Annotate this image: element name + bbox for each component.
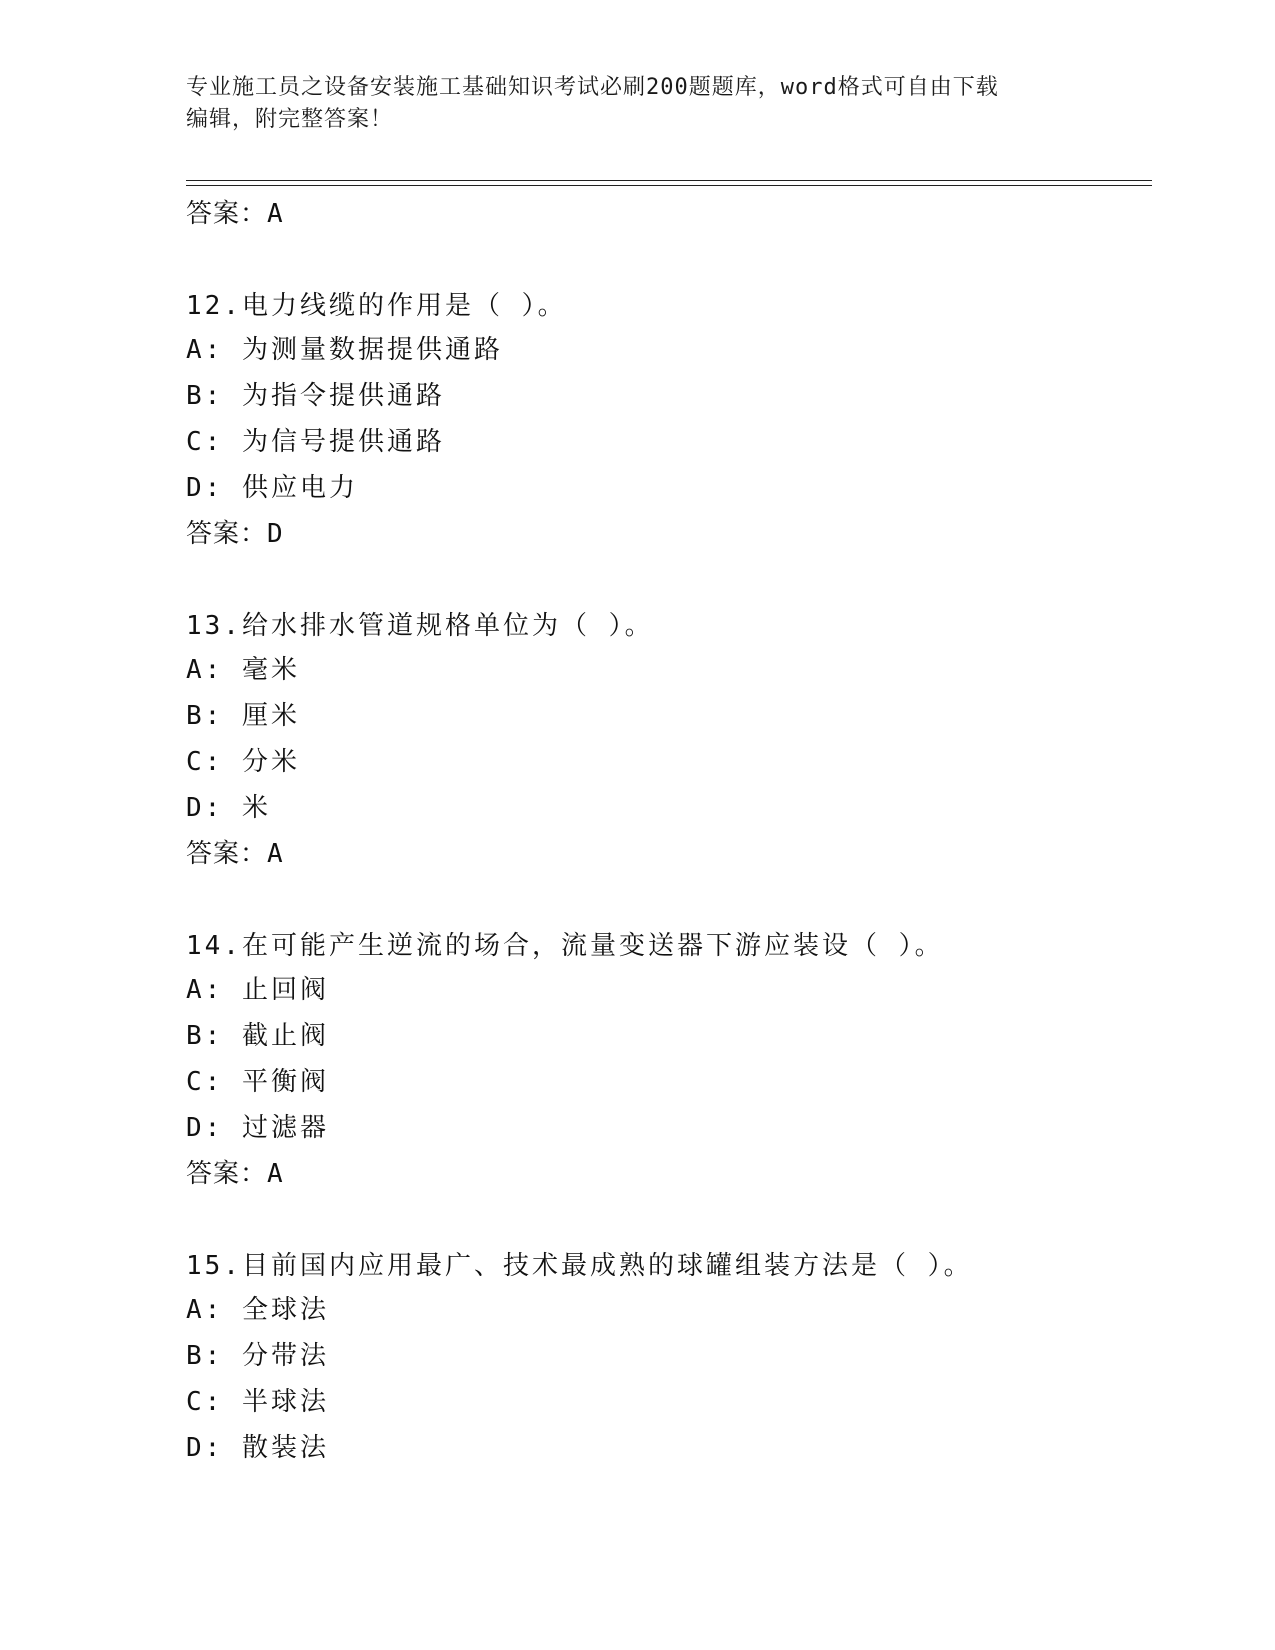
answer-label: 答案：D bbox=[186, 519, 284, 549]
option-b: B: 厘米 bbox=[186, 701, 300, 731]
answer-label: 答案：A bbox=[186, 1159, 284, 1189]
option-d: D: 米 bbox=[186, 793, 271, 823]
option-a: A: 全球法 bbox=[186, 1295, 329, 1325]
option-d: D: 供应电力 bbox=[186, 473, 358, 503]
answer-label: 答案：A bbox=[186, 839, 284, 869]
header-rule-bottom bbox=[186, 185, 1152, 186]
option-a: A: 止回阀 bbox=[186, 975, 329, 1005]
header-line-1: 专业施工员之设备安装施工基础知识考试必刷200题题库，word格式可自由下载 bbox=[186, 75, 999, 100]
option-a: A: 毫米 bbox=[186, 655, 300, 685]
option-d: D: 过滤器 bbox=[186, 1113, 329, 1143]
question-block-12 bbox=[186, 284, 1146, 556]
question-stem: 14.在可能产生逆流的场合，流量变送器下游应装设（ ）。 bbox=[186, 931, 944, 961]
option-d: D: 散装法 bbox=[186, 1433, 329, 1463]
question-block-14 bbox=[186, 924, 1146, 1196]
question-stem: 12.电力线缆的作用是（ ）。 bbox=[186, 291, 567, 321]
option-c: C: 平衡阀 bbox=[186, 1067, 329, 1097]
option-b: B: 分带法 bbox=[186, 1341, 329, 1371]
header-rule-top bbox=[186, 180, 1152, 181]
question-block-13 bbox=[186, 604, 1146, 876]
question-stem: 13.给水排水管道规格单位为（ ）。 bbox=[186, 611, 654, 641]
option-b: B: 截止阀 bbox=[186, 1021, 329, 1051]
document-header bbox=[186, 72, 1086, 136]
question-block-15 bbox=[186, 1244, 1146, 1472]
option-a: A: 为测量数据提供通路 bbox=[186, 335, 503, 365]
option-c: C: 半球法 bbox=[186, 1387, 329, 1417]
option-c: C: 为信号提供通路 bbox=[186, 427, 445, 457]
option-c: C: 分米 bbox=[186, 747, 300, 777]
question-stem: 15.目前国内应用最广、技术最成熟的球罐组装方法是（ ）。 bbox=[186, 1251, 973, 1281]
question-list bbox=[186, 192, 1146, 1472]
answer-11: 答案：A bbox=[186, 199, 284, 229]
header-line-2: 编辑，附完整答案！ bbox=[186, 107, 394, 132]
option-b: B: 为指令提供通路 bbox=[186, 381, 445, 411]
